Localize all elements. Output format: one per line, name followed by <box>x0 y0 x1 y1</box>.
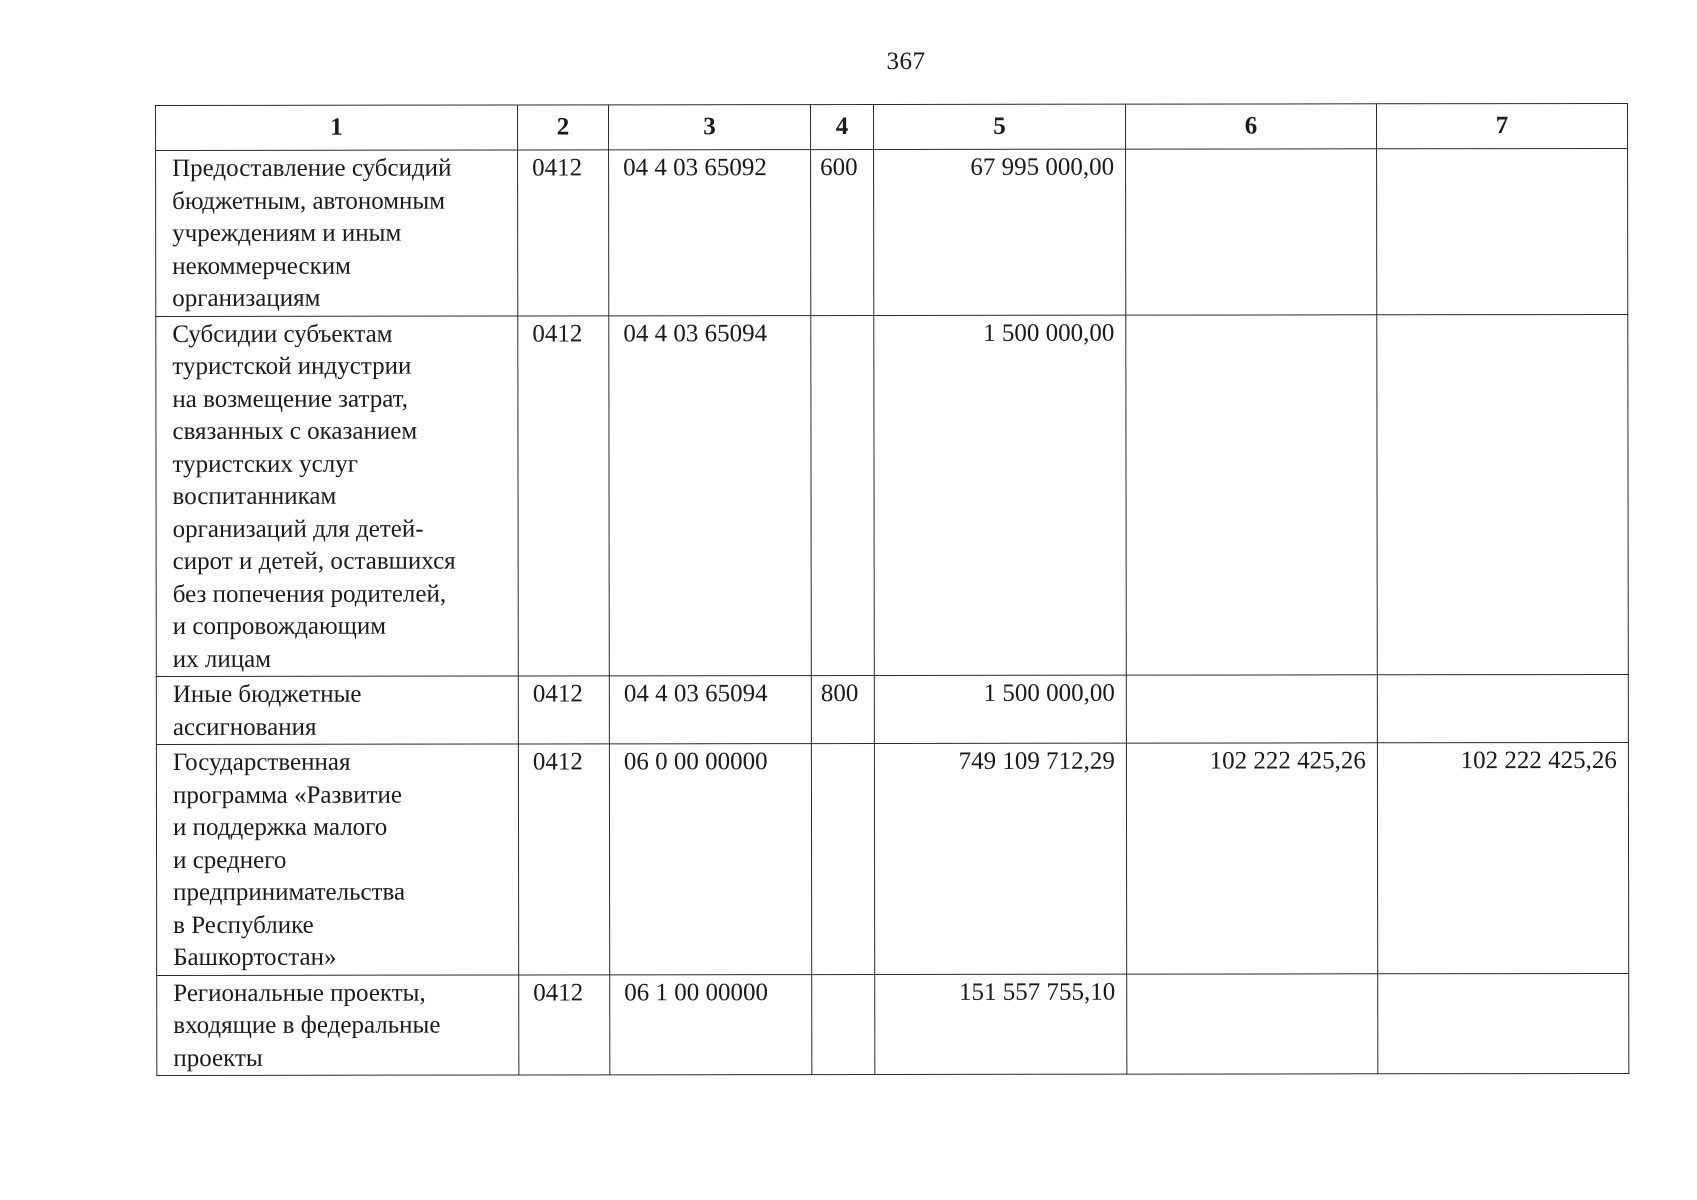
name-line: предпринимательства <box>173 878 406 906</box>
name-line: на возмещение затрат, <box>172 385 408 413</box>
name-line: некоммерческим <box>172 252 351 280</box>
target-code-cell: 06 0 00 00000 <box>609 744 811 975</box>
target-code-cell: 06 1 00 00000 <box>610 974 812 1075</box>
table-row <box>157 973 1629 1076</box>
expense-type-cell <box>811 315 875 676</box>
name-line: входящие в федеральные <box>173 1011 441 1039</box>
amount-7-cell <box>1377 148 1628 314</box>
header-row <box>156 103 1628 150</box>
amount-7-cell <box>1377 674 1628 742</box>
section-code-cell: 0412 <box>519 974 610 1075</box>
amount-6-cell <box>1126 675 1377 743</box>
column-header: 2 <box>518 105 609 150</box>
amount-5-cell: 151 557 755,10 <box>875 974 1127 1075</box>
name-line: туристских услуг <box>172 450 359 478</box>
name-line: Иные бюджетные <box>172 680 362 708</box>
amount-6-cell <box>1126 314 1378 675</box>
name-line: и поддержка малого <box>172 813 388 841</box>
column-header: 6 <box>1125 104 1376 149</box>
name-line: Предоставление субсидий <box>172 154 452 182</box>
name-line: программа «Развитие <box>172 781 402 809</box>
section-code-cell: 0412 <box>518 150 609 316</box>
amount-6-cell <box>1126 149 1377 315</box>
amount-5-cell: 67 995 000,00 <box>874 149 1126 315</box>
name-line: воспитанникам <box>172 482 337 510</box>
expense-name-cell <box>156 150 518 316</box>
name-line: Государственная <box>172 748 351 776</box>
name-line: учреждениям и иным <box>172 219 402 247</box>
table-row <box>156 314 1629 677</box>
section-code-cell: 0412 <box>518 315 610 676</box>
amount-5-cell: 1 500 000,00 <box>874 315 1127 676</box>
column-header: 7 <box>1376 103 1627 148</box>
target-code-cell: 04 4 03 65094 <box>609 315 812 676</box>
expense-type-cell <box>812 974 875 1075</box>
name-line: ассигнования <box>172 713 317 741</box>
expense-name-cell <box>157 974 519 1075</box>
name-line: связанных с оказанием <box>172 417 418 445</box>
section-code-cell: 0412 <box>518 744 609 975</box>
name-line: организациям <box>172 284 321 312</box>
amount-7-cell: 102 222 425,26 <box>1377 742 1628 973</box>
table-row <box>156 742 1628 975</box>
name-line: туристской индустрии <box>172 352 412 380</box>
table-row <box>156 674 1628 744</box>
column-header: 3 <box>609 105 811 150</box>
name-line: бюджетным, автономным <box>172 187 446 215</box>
column-header: 5 <box>874 104 1126 149</box>
amount-5-cell: 1 500 000,00 <box>874 675 1126 743</box>
name-line: проекты <box>173 1044 263 1072</box>
column-header: 1 <box>156 105 518 151</box>
amount-7-cell <box>1378 973 1629 1074</box>
table-row <box>156 148 1628 316</box>
name-line: сирот и детей, оставшихся <box>172 547 456 575</box>
name-line: без попечения родителей, <box>172 580 447 608</box>
name-line: в Республике <box>173 911 314 939</box>
amount-6-cell <box>1127 973 1378 1074</box>
target-code-cell: 04 4 03 65094 <box>609 676 811 744</box>
name-line: их лицам <box>172 645 272 673</box>
expense-type-cell: 600 <box>811 149 874 315</box>
expense-type-cell <box>811 743 874 974</box>
amount-6-cell: 102 222 425,26 <box>1126 743 1377 974</box>
name-line: Башкортостан» <box>173 943 337 971</box>
expense-name-cell <box>156 676 518 745</box>
target-code-cell: 04 4 03 65092 <box>609 150 811 316</box>
amount-7-cell <box>1377 314 1629 675</box>
expense-name-cell <box>156 744 518 975</box>
name-line: и сопровождающим <box>172 612 387 640</box>
page-number: 367 <box>886 48 926 75</box>
name-line: Субсидии субъектам <box>172 320 393 348</box>
column-header: 4 <box>811 104 874 149</box>
expense-name-cell <box>156 315 519 676</box>
amount-5-cell: 749 109 712,29 <box>874 743 1126 974</box>
name-line: и среднего <box>173 846 287 874</box>
budget-table <box>155 103 1629 1076</box>
name-line: организаций для детей- <box>172 515 424 543</box>
section-code-cell: 0412 <box>518 676 609 744</box>
expense-type-cell: 800 <box>811 675 874 743</box>
name-line: Региональные проекты, <box>173 979 426 1007</box>
